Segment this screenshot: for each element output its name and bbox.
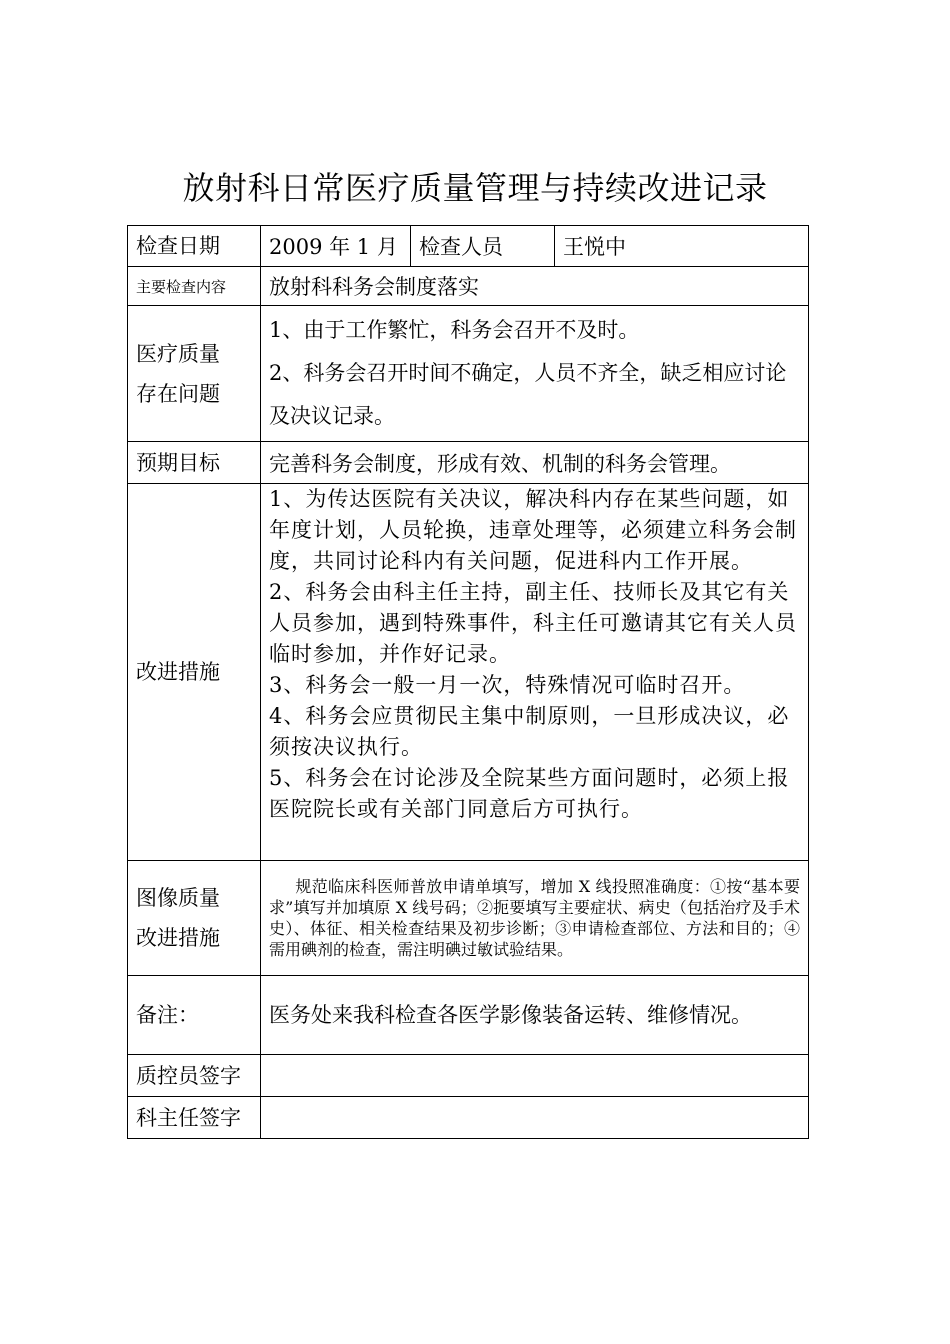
row-measures xyxy=(128,484,809,861)
problem-label-line-2: 存在问题 xyxy=(136,381,220,406)
problem-item: 2、科务会召开时间不确定，人员不齐全，缺乏相应讨论及决议记录。 xyxy=(269,361,787,428)
row-content xyxy=(128,267,809,306)
measure-item: 4、科务会应贯彻民主集中制原则，一旦形成决议，必须按决议执行。 xyxy=(269,704,790,759)
row-director-sign xyxy=(128,1097,809,1139)
image-label-line-2: 改进措施 xyxy=(136,926,220,950)
page-title: 放射科日常医疗质量管理与持续改进记录 xyxy=(182,169,768,207)
problem-item: 1、由于工作繁忙，科务会召开不及时。 xyxy=(269,318,640,342)
director-sign-label: 科主任签字 xyxy=(128,1097,261,1139)
date-value: 2009 年 1 月 xyxy=(261,226,411,267)
measures-cell xyxy=(261,484,809,861)
row-goal xyxy=(128,442,809,484)
row-problems xyxy=(128,306,809,442)
problem-label xyxy=(128,306,261,442)
qc-sign-label: 质控员签字 xyxy=(128,1055,261,1097)
problems-cell xyxy=(261,306,809,442)
remark-value: 医务处来我科检查各医学影像装备运转、维修情况。 xyxy=(261,976,809,1055)
image-label xyxy=(128,861,261,976)
image-measures-text: 规范临床科医师普放申请单填写，增加 X 线投照准确度：①按“基本要求”填写并加填原 X 线号码；②扼要填写主要症状、病史（包括治疗及手术史）、体征、相关检查结果及初步诊断；③申请检查部位、方法和目的；④需用碘剂的检查，需注明碘过敏试验结果。 xyxy=(269,877,800,959)
director-sign-value[interactable] xyxy=(261,1097,809,1139)
image-label-line-1: 图像质量 xyxy=(136,886,220,910)
measure-item: 5、科务会在讨论涉及全院某些方面问题时，必须上报医院院长或有关部门同意后方可执行。 xyxy=(269,766,790,821)
content-label: 主要检查内容 xyxy=(128,267,261,306)
measure-item: 3、科务会一般一月一次，特殊情况可临时召开。 xyxy=(269,673,746,697)
row-remark xyxy=(128,976,809,1055)
image-measures-cell xyxy=(261,861,809,976)
inspector-value: 王悦中 xyxy=(555,226,809,267)
goal-label: 预期目标 xyxy=(128,442,261,484)
remark-label: 备注： xyxy=(128,976,261,1055)
record-table xyxy=(127,225,809,1139)
goal-value: 完善科务会制度，形成有效、机制的科务会管理。 xyxy=(261,442,809,484)
content-value: 放射科科务会制度落实 xyxy=(261,267,809,306)
measures-label: 改进措施 xyxy=(128,484,261,861)
problem-label-line-1: 医疗质量 xyxy=(136,341,220,366)
row-qc-sign xyxy=(128,1055,809,1097)
inspector-label: 检查人员 xyxy=(411,226,555,267)
date-label: 检查日期 xyxy=(128,226,261,267)
row-image-measures xyxy=(128,861,809,976)
row-date xyxy=(128,226,809,267)
qc-sign-value[interactable] xyxy=(261,1055,809,1097)
measure-item: 1、为传达医院有关决议，解决科内存在某些问题，如年度计划，人员轮换，违章处理等，必须建立科务会制度，共同讨论科内有关问题，促进科内工作开展。 xyxy=(269,487,797,573)
measure-item: 2、科务会由科主任主持，副主任、技师长及其它有关人员参加，遇到特殊事件，科主任可邀请其它有关人员临时参加，并作好记录。 xyxy=(269,580,797,666)
